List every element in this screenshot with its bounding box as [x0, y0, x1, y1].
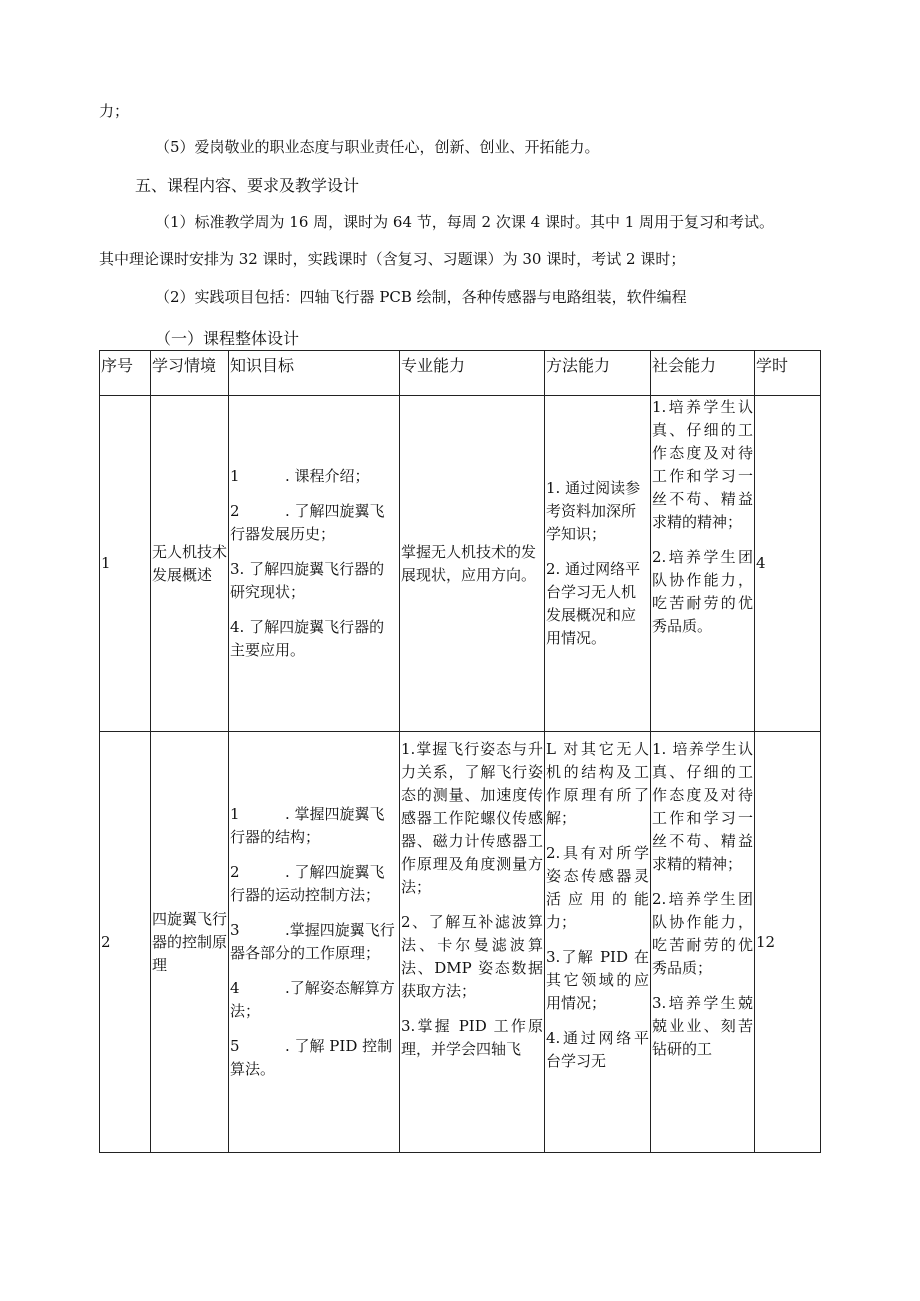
- cell-situation: 四旋翼飞行器的控制原理: [151, 732, 229, 1153]
- header-method: 方法能力: [545, 351, 651, 396]
- cell-professional: 1.掌握飞行姿态与升力关系，了解飞行姿态的测量、加速度传感器工作陀螺仪传感器、磁力计传感器工作原理及角度测量方法； 2、了解互补滤波算法、卡尔曼滤波算法、DMP 姿态数据获取方法； 3.掌握 PID 工作原理，并学会四轴飞: [400, 732, 545, 1153]
- table-row: [100, 396, 821, 732]
- table-header-row: [100, 351, 821, 396]
- knowledge-item: 5 . 了解 PID 控制算法。: [230, 1037, 393, 1078]
- knowledge-item: 4 .了解姿态解算方法；: [230, 979, 395, 1020]
- header-professional: 专业能力: [400, 351, 545, 396]
- cell-social: 1. 培养学生认真、仔细的工作态度及对待工作和学习一丝不苟、精益求精的精神； 2.培养学生团队协作能力，吃苦耐劳的优秀品质； 3.培养学生兢兢业业、刻苦钻研的工: [651, 732, 755, 1153]
- header-no: 序号: [100, 351, 151, 396]
- paragraph-line-1: 力；: [99, 102, 130, 120]
- header-situation: 学习情境: [151, 351, 229, 396]
- cell-situation: 无人机技术发展概述: [151, 396, 229, 732]
- cell-social: 1.培养学生认真、仔细的工作态度及对待工作和学习一丝不苟、精益求精的精神； 2.培养学生团队协作能力，吃苦耐劳的优秀品质。: [651, 396, 755, 732]
- knowledge-item: 2 . 了解四旋翼飞行器的运动控制方法；: [230, 863, 385, 904]
- paragraph-schedule-2: 其中理论课时安排为 32 课时，实践课时（含复习、习题课）为 30 课时，考试 2 课时；: [99, 250, 686, 268]
- cell-knowledge: [229, 396, 400, 732]
- cell-no: 1: [100, 396, 151, 732]
- section-heading-5: 五、课程内容、要求及教学设计: [135, 176, 360, 195]
- knowledge-item: 4. 了解四旋翼飞行器的主要应用。: [230, 618, 385, 659]
- header-social: 社会能力: [651, 351, 755, 396]
- knowledge-item: 3 .掌握四旋翼飞行器各部分的工作原理；: [230, 921, 395, 962]
- cell-knowledge: [229, 732, 400, 1153]
- subsection-heading-overall-design: （一）课程整体设计: [155, 329, 300, 348]
- cell-no: 2: [100, 732, 151, 1153]
- knowledge-item: 2 . 了解四旋翼飞行器发展历史；: [230, 502, 385, 543]
- header-knowledge: 知识目标: [229, 351, 400, 396]
- header-hours: 学时: [755, 351, 821, 396]
- course-design-table: [99, 350, 821, 1153]
- knowledge-item: 3. 了解四旋翼飞行器的研究现状；: [230, 560, 385, 601]
- paragraph-ability-5: （5）爱岗敬业的职业态度与职业责任心，创新、创业、开拓能力。: [155, 138, 600, 156]
- cell-method: 1. 通过阅读参考资料加深所学知识； 2. 通过网络平台学习无人机发展概况和应用情况。: [545, 396, 651, 732]
- knowledge-item: 1 . 掌握四旋翼飞行器的结构；: [230, 805, 385, 846]
- knowledge-item: 1 . 课程介绍；: [230, 467, 370, 485]
- paragraph-schedule-1: （1）标准教学周为 16 周，课时为 64 节，每周 2 次课 4 课时。其中 1 周用于复习和考试。: [155, 213, 775, 231]
- cell-method: L 对其它无人机的结构及工作原理有所了解； 2.具有对所学姿态传感器灵活应用的能力； 3.了解 PID 在其它领域的应用情况； 4.通过网络平台学习无: [545, 732, 651, 1153]
- table-row: [100, 732, 821, 1153]
- cell-hours: 4: [755, 396, 821, 732]
- cell-professional: 掌握无人机技术的发展现状，应用方向。: [400, 396, 545, 732]
- paragraph-practice-projects: （2）实践项目包括：四轴飞行器 PCB 绘制，各种传感器与电路组装，软件编程: [155, 288, 687, 306]
- cell-hours: 12: [755, 732, 821, 1153]
